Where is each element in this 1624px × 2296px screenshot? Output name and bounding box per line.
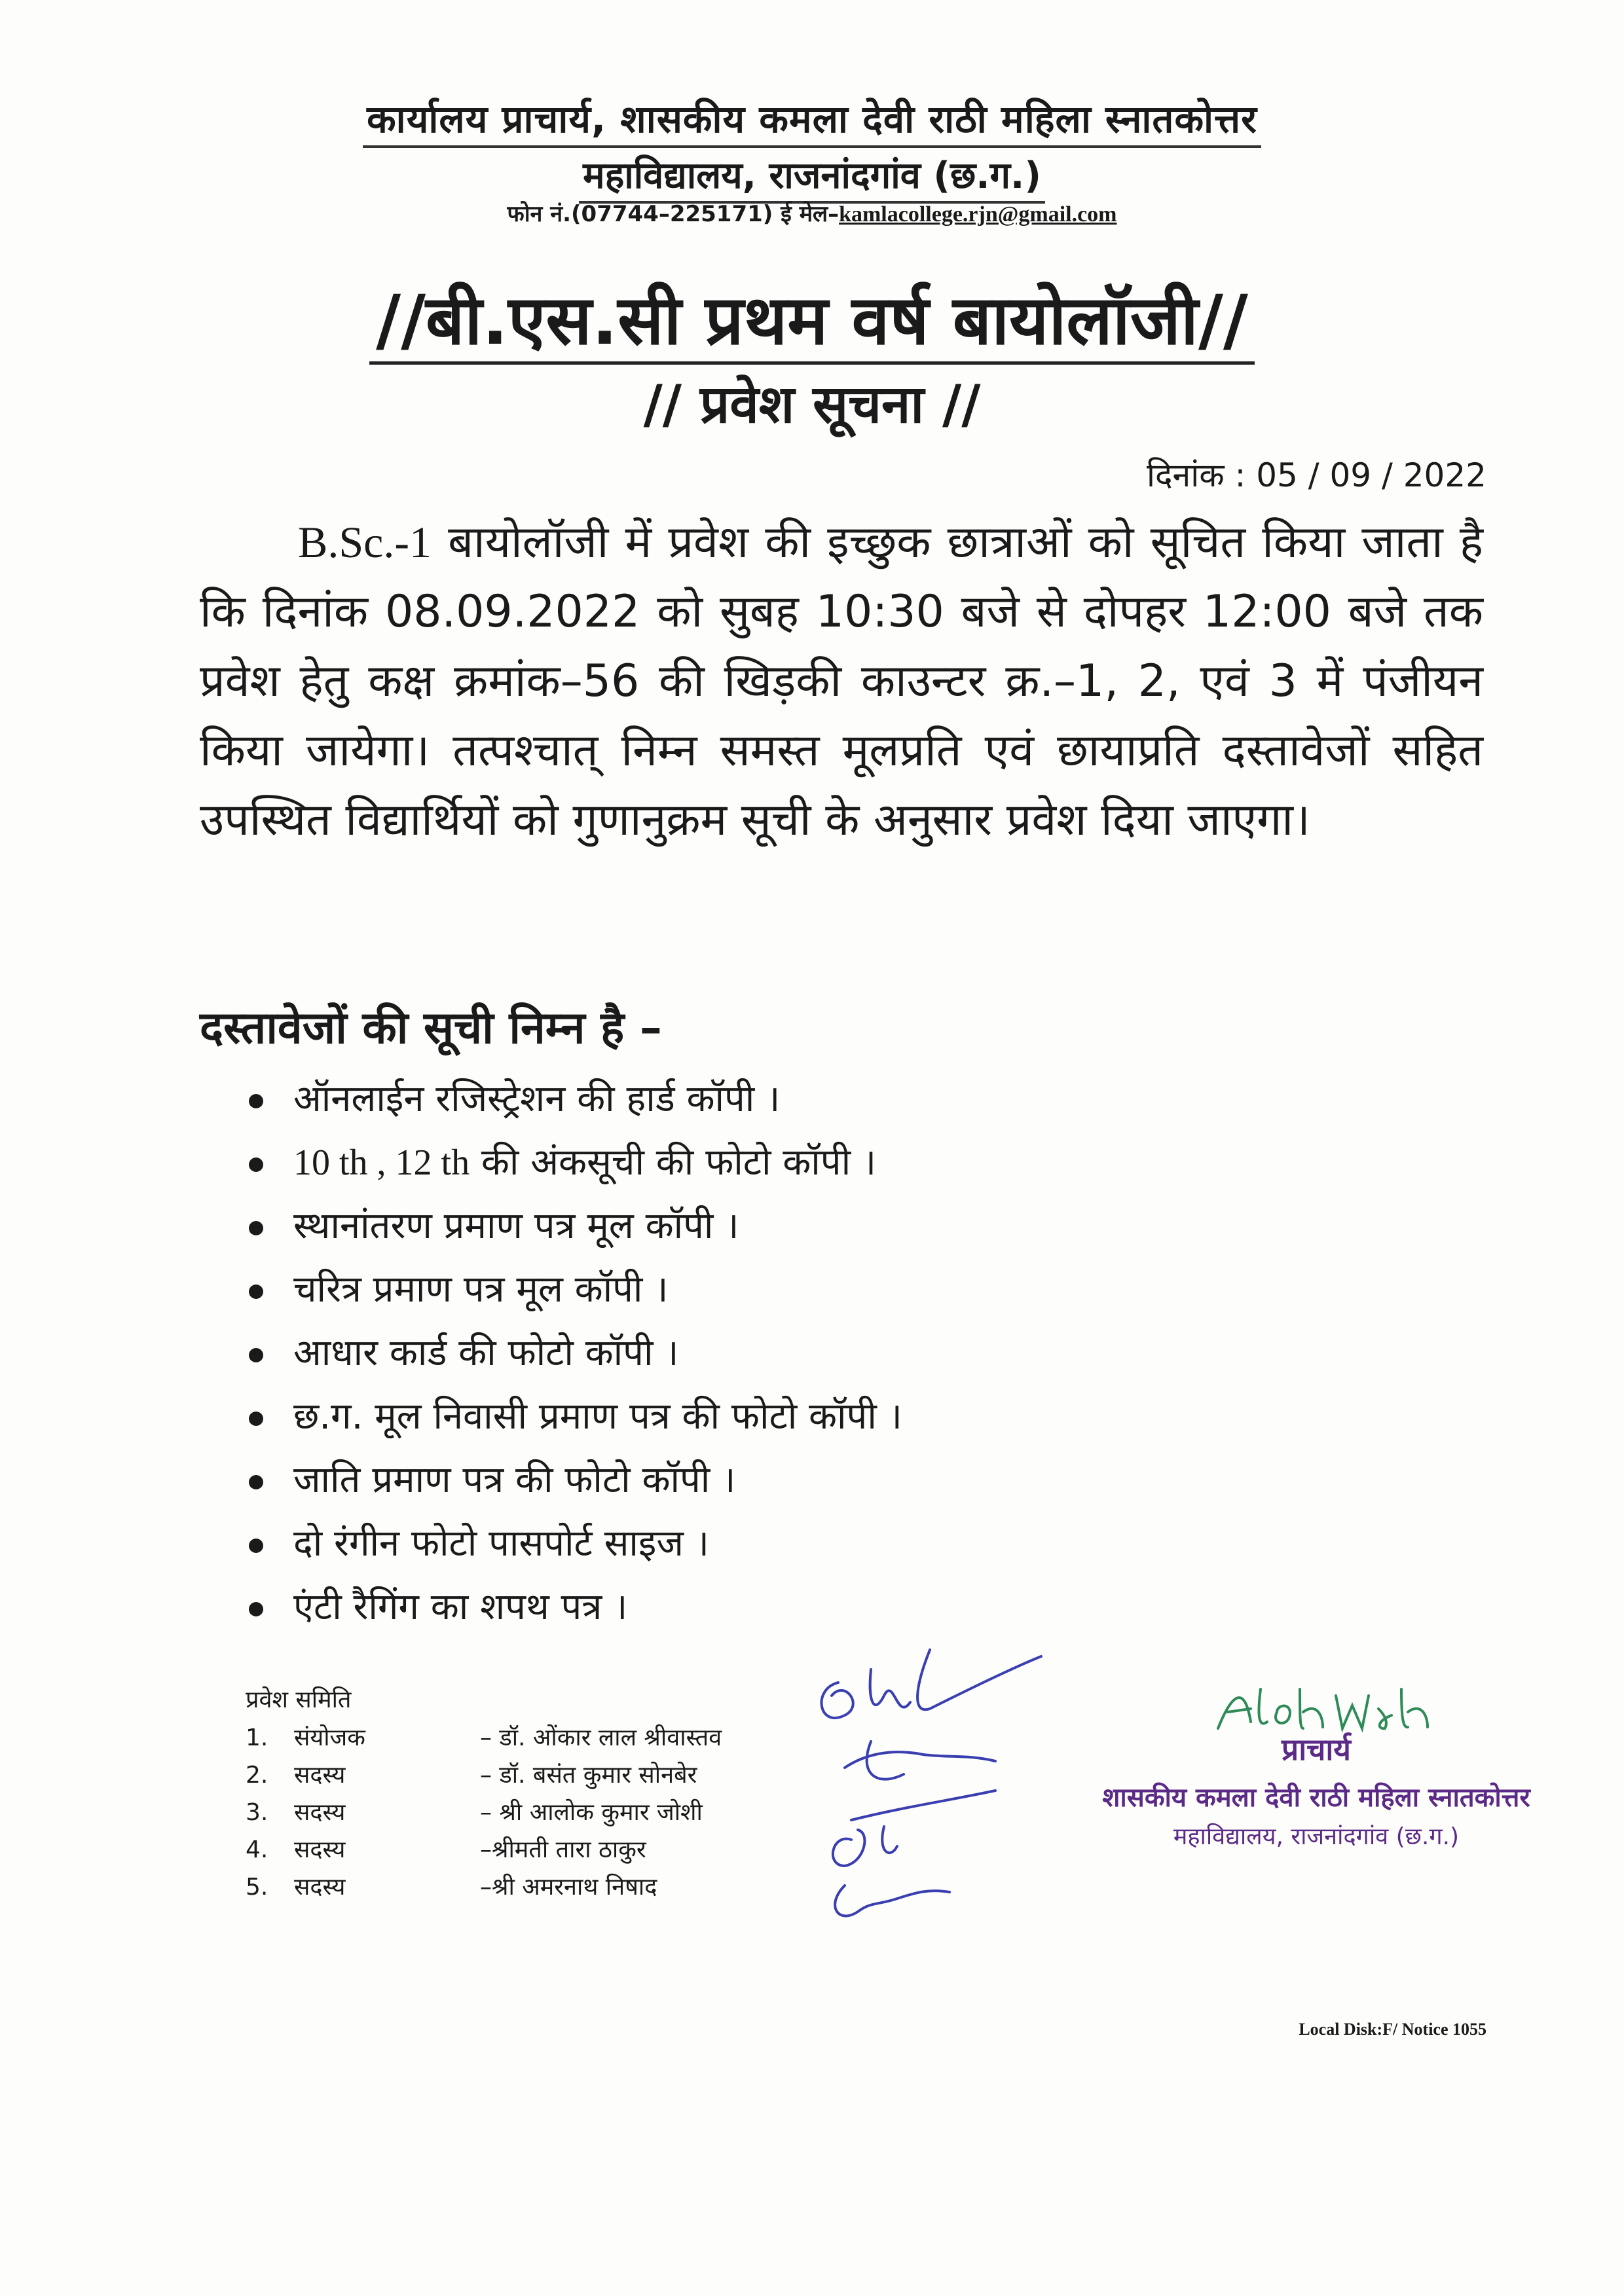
course-code: B.Sc.-1 — [298, 517, 432, 567]
stamp-designation: प्राचार्य — [1282, 1732, 1351, 1767]
committee-member: 1. संयोजक – डॉ. ओंकार लाल श्रीवास्तव — [246, 1724, 722, 1751]
list-item: छ.ग. मूल निवासी प्रमाण पत्र की फोटो कॉपी । — [249, 1385, 902, 1448]
office-heading-line2: महाविद्यालय, राजनांदगांव (छ.ग.) — [0, 149, 1624, 199]
list-item: चरित्र प्रमाण पत्र मूल कॉपी । — [249, 1258, 902, 1321]
body-text: बायोलॉजी में प्रवेश की इच्छुक छात्राओं को सूचित किया जाता है कि दिनांक 08.09.2022 को सुबह 10:30 बजे से दोपहर 12:00 बजे तक प्रवेश हेतु कक्ष क्रमांक–56 की खिड़की काउन्टर क्र.–1, 2, एवं 3 में पंजीयन किया जायेगा। तत्पश्चात् निम्न समस्त मूलप्रति एवं छायाप्रति दस्तावेजों सहित उपस्थित विद्यार्थियों को गुणानुक्रम सूची के अनुसार प्रवेश दिया जाएगा। — [200, 517, 1483, 846]
list-item: जाति प्रमाण पत्र की फोटो कॉपी । — [249, 1448, 902, 1512]
bullet-icon — [249, 1157, 263, 1172]
committee-member: 5. सदस्य –श्री अमरनाथ निषाद — [246, 1874, 657, 1901]
committee-member: 2. सदस्य – डॉ. बसंत कुमार सोनबेर — [246, 1762, 697, 1789]
principal-stamp — [1080, 1728, 1552, 1851]
contact-line — [0, 198, 1624, 228]
stamp-line1: शासकीय कमला देवी राठी महिला स्नातकोत्तर — [1102, 1783, 1530, 1813]
list-item: दो रंगीन फोटो पासपोर्ट साइज । — [249, 1512, 902, 1575]
committee-member: 3. सदस्य – श्री आलोक कुमार जोशी — [246, 1799, 703, 1826]
committee-member: 4. सदस्य –श्रीमती तारा ठाकुर — [246, 1836, 646, 1863]
bullet-icon — [249, 1094, 263, 1108]
notice-title: //बी.एस.सी प्रथम वर्ष बायोलॉजी// — [0, 272, 1624, 364]
list-item: एंटी रैगिंग का शपथ पत्र । — [249, 1575, 902, 1639]
committee-signatures-icon — [733, 1643, 1074, 1931]
committee-title: प्रवेश समिति — [246, 1686, 352, 1713]
bullet-icon — [249, 1348, 263, 1362]
contact-phone: फोन नं.(07744–225171) ई मेल– — [507, 201, 840, 227]
bullet-icon — [249, 1221, 263, 1235]
notice-date: दिनांक : 05 / 09 / 2022 — [1147, 456, 1486, 494]
list-item: 10 th , 12 th की अंकसूची की फोटो कॉपी । — [249, 1131, 902, 1194]
bullet-icon — [249, 1539, 263, 1553]
contact-email: kamlacollege.rjn@gmail.com — [839, 202, 1117, 227]
list-item: आधार कार्ड की फोटो कॉपी । — [249, 1321, 902, 1385]
bullet-icon — [249, 1412, 263, 1426]
notice-subtitle: // प्रवेश सूचना // — [643, 374, 981, 435]
list-item: ऑनलाईन रजिस्ट्रेशन की हार्ड कॉपी । — [249, 1067, 902, 1131]
stamp-line2: महाविद्यालय, राजनांदगांव (छ.ग.) — [1173, 1823, 1460, 1850]
list-item: स्थानांतरण प्रमाण पत्र मूल कॉपी । — [249, 1194, 902, 1258]
office-heading-line1: कार्यालय प्राचार्य, शासकीय कमला देवी राठी महिला स्नातकोत्तर — [0, 92, 1624, 143]
file-reference: Local Disk:F/ Notice 1055 — [1299, 2020, 1486, 2039]
documents-heading: दस्तावेजों की सूची निम्न है – — [200, 1002, 662, 1054]
bullet-icon — [249, 1602, 263, 1616]
committee-list — [246, 1719, 722, 1906]
bullet-icon — [249, 1285, 263, 1299]
documents-list — [249, 1067, 902, 1639]
bullet-icon — [249, 1475, 263, 1489]
notice-body — [200, 507, 1483, 855]
